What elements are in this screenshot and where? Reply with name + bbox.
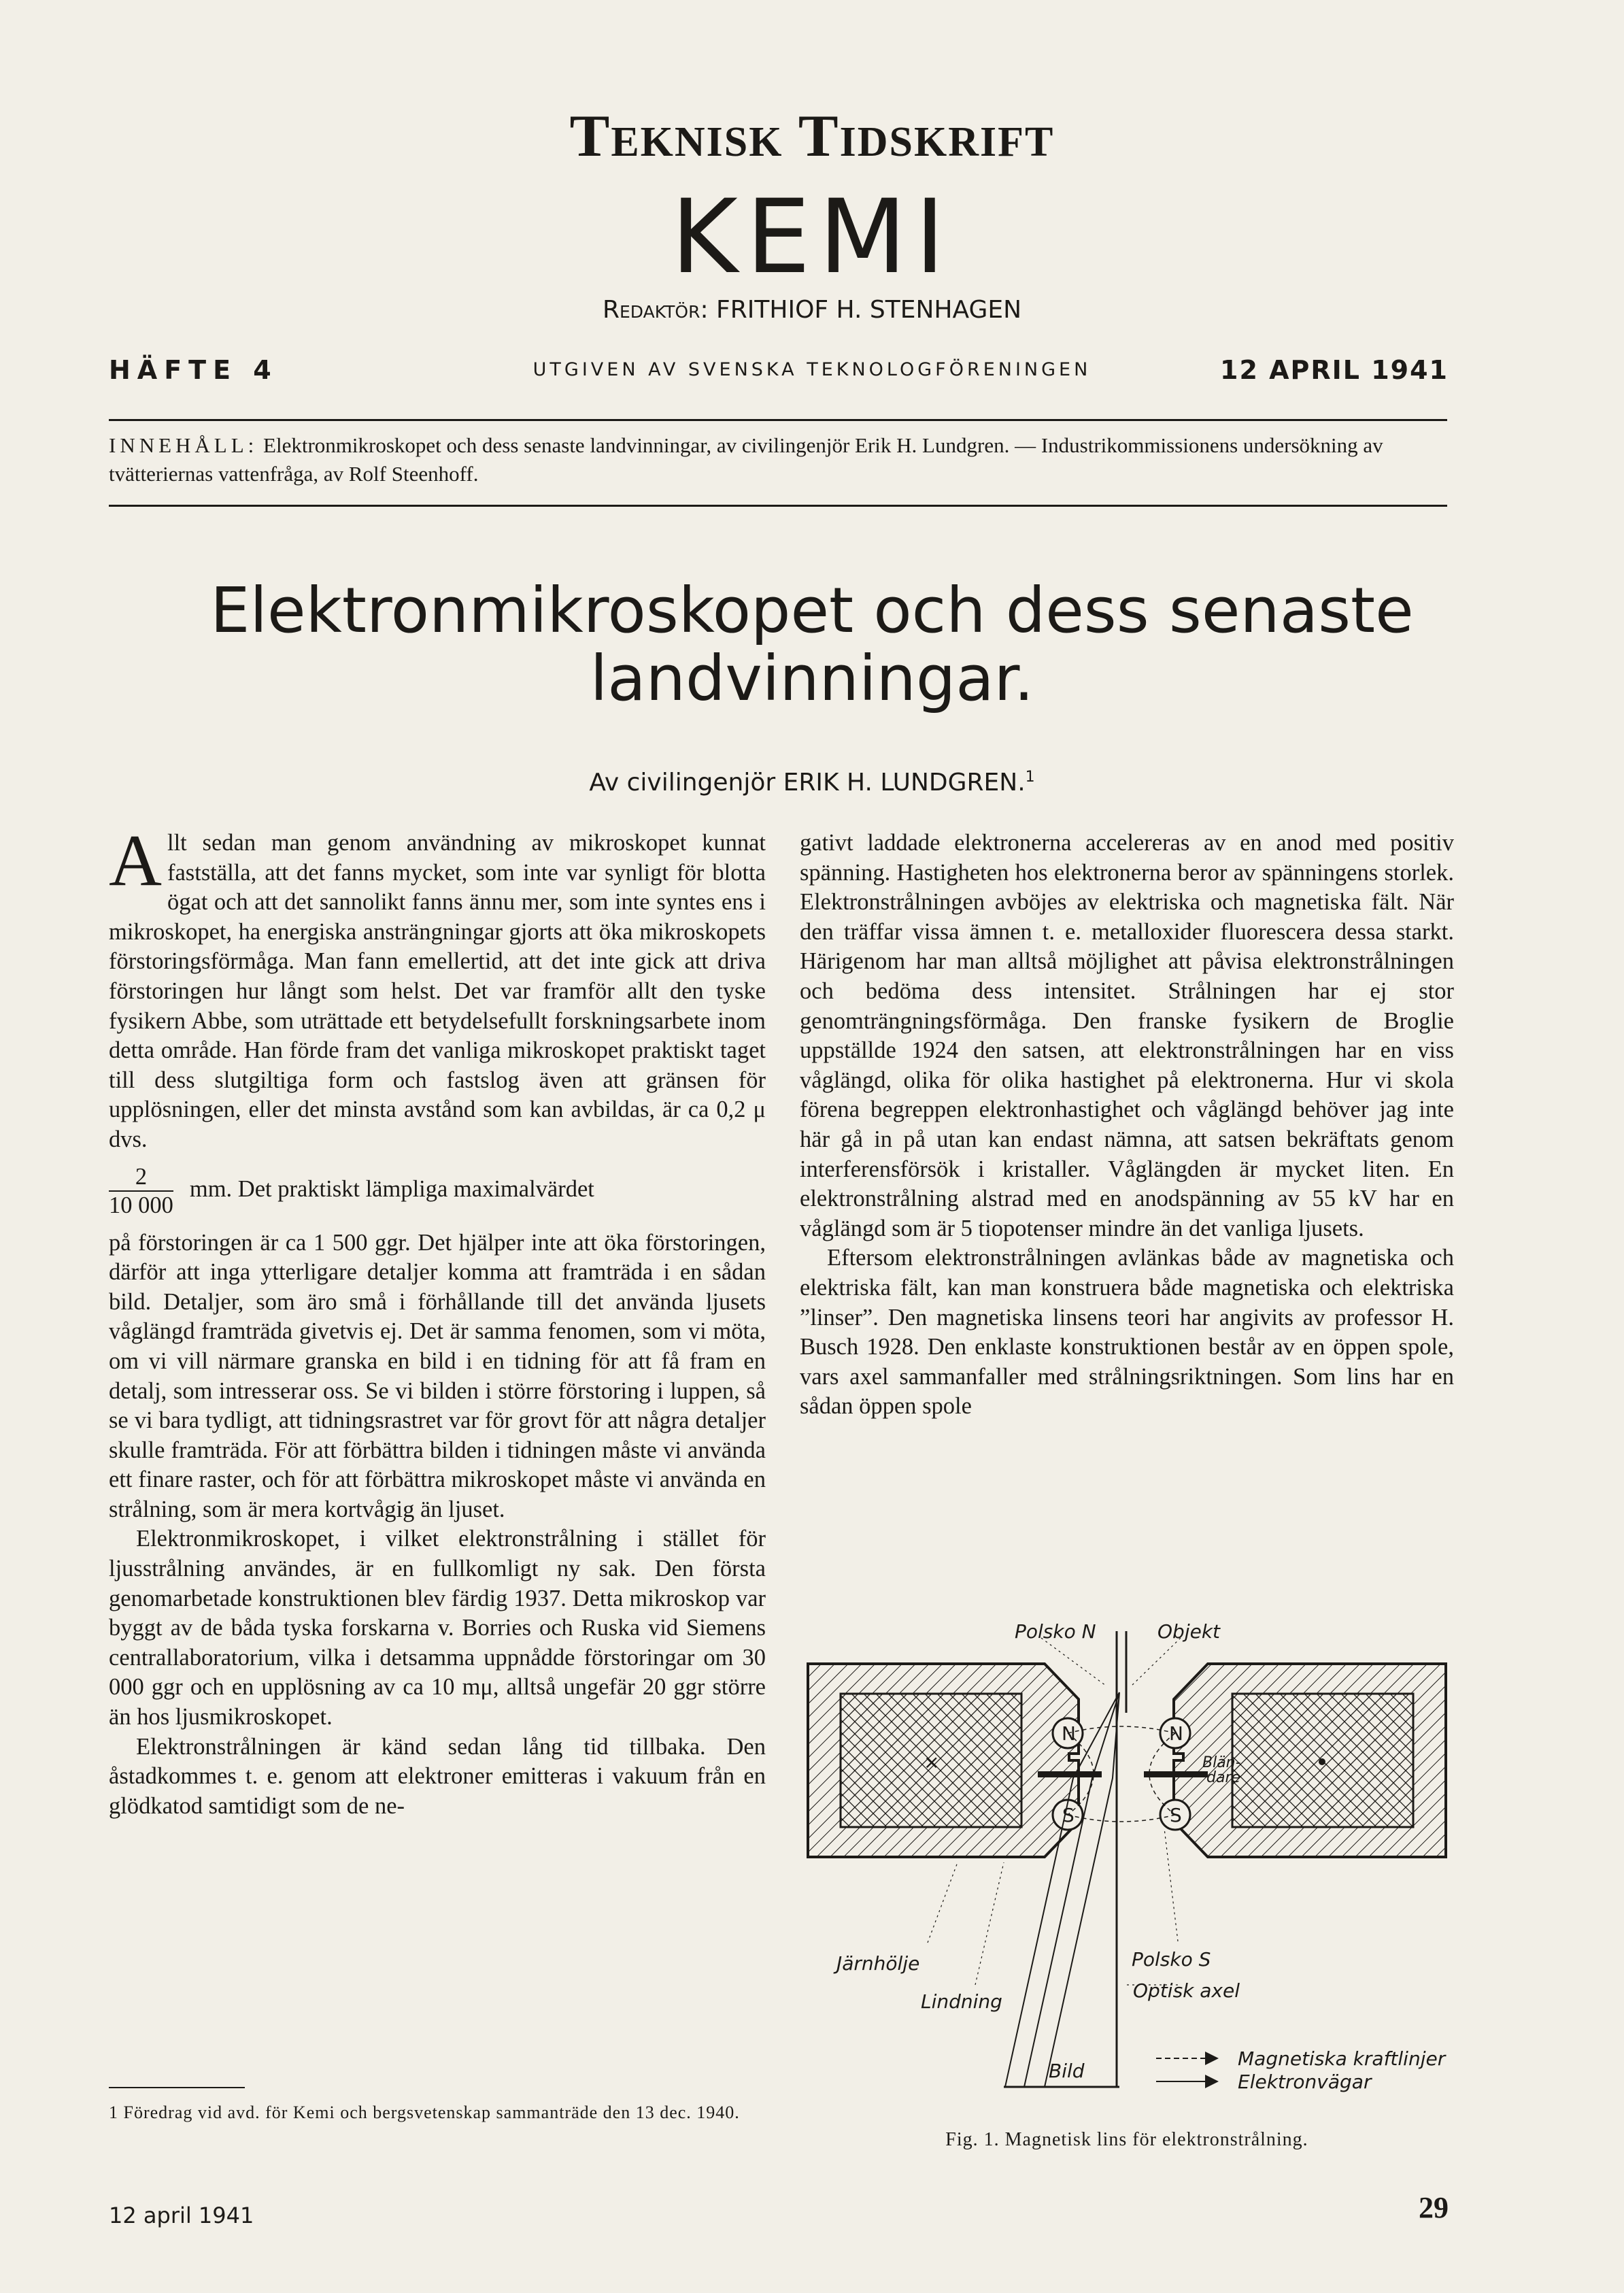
editor-name: FRITHIOF H. STENHAGEN [716, 296, 1022, 324]
label-optical-axis: Optisk axel [1133, 1979, 1240, 2002]
fraction-trailing-text: mm. Det praktiskt lämpliga maximalvärdet [189, 1175, 594, 1202]
footnote-mark: 1 [109, 2103, 118, 2122]
issue-date: 12 APRIL 1941 [1220, 355, 1449, 385]
paragraph-4: Eftersom elektronstrålningen avlänkas både av magnetiska och elektriska fält, kan man konstruera både magnetiska och elektriska ”linser”. Den magnetiska linsens teori har angivits av professor H. Busch 1928. Den enklaste konstruktionen består av en öppen spole, vars axel sammanfaller med strålningsriktningen. Som lins har en sådan öppen spole [800, 1245, 1454, 1420]
pole-n-right: N [1169, 1722, 1183, 1745]
fraction [109, 1163, 173, 1219]
current-out-mark [1319, 1758, 1325, 1765]
byline-author: ERIK H. LUNDGREN. [783, 769, 1026, 797]
fraction-denominator: 10 000 [109, 1192, 173, 1218]
drop-cap: A [109, 820, 162, 901]
label-winding: Lindning [921, 1990, 1002, 2013]
paragraph-3-continued: gativt laddade elektronerna accelereras av en anod med positiv spänning. Hastigheten hos elektronerna beror av spänningens storlek. Elektronstrålningen avböjes av elektriska och magnetiska fält. När den träffar vissa ämnen t. e. metalloxider fluorescera dessa starkt. Härigenom har man alltså möjlighet att påvisa elektronstrålningen och bedöma dess intensitet. Strålningen har ej stor genomträngningsförmåga. Den franske fysikern de Broglie uppställde 1924 den satsen, att elektronstrålningen har en viss våglängd, olika för olika hastighet på elektronerna. Hur vi skola förena begreppen elektronhastighet och våglängd behöver jag inte här gå in på utan kan endast nämna, att satsen bekräftats genom interferensförsök i kristaller. Våglängden är mycket liten. En elektronstrålning alstrad med en anodspänning av 55 kV har en våglängd som är 5 tiopotenser mindre än det vanliga ljusets. [800, 830, 1454, 1241]
pole-s-left: S [1062, 1804, 1075, 1826]
label-aperture-2: dare [1206, 1769, 1241, 1786]
footer-date: 12 april 1941 [109, 2203, 254, 2228]
section-title: KEMI [671, 178, 953, 297]
issue-label: HÄFTE 4 [109, 355, 278, 385]
byline-prefix: Av civilingenjör [589, 769, 776, 797]
label-pole-s: Polsko S [1132, 1948, 1211, 1971]
byline [0, 769, 1624, 797]
pole-s-right: S [1170, 1804, 1182, 1826]
contents-bottom-rule [109, 505, 1447, 507]
pole-n-left: N [1062, 1722, 1076, 1745]
paragraph-1-continued: på förstoringen är ca 1 500 ggr. Det hjälper inte att öka förstoringen, därför att inga ytterligare detaljer komma att framträda i en sådan bild. Detaljer, som äro små i förhållande till det använda ljusets våglängd framträda givetvis ej. Det är samma fenomen, som vi möta, om vi vill närmare granska en bild i en tidning för att få fram en detalj, som intresserar oss. Se vi bilden i större förstoring i luppen, så se vi bara tydligt, att tidningsrastret var för grovt för att några detaljer skulle framträda. För att förbättra bilden i tidningen måste vi använda ett finare raster, och för att förbättra mikroskopet måste vi använda en strålning, som är mera kortvågig än ljuset. [109, 1229, 766, 1522]
current-in-mark: × [924, 1751, 940, 1773]
contents-text: Elektronmikroskopet och dess senaste landvinningar, av civilingenjör Erik H. Lundgren. — Industrikommissionens undersökning av tvätteriernas vattenfråga, av Rolf Steenhoff. [109, 433, 1383, 486]
publisher-line: UTGIVEN AV SVENSKA TEKNOLOGFÖRENINGEN [532, 359, 1092, 380]
paragraph-3: Elektronstrålningen är känd sedan lång tid tillbaka. Den åstadkommes t. e. genom att elektroner emitteras i vakuum från en glödkatod samtidigt som de ne- [109, 1733, 766, 1819]
page-number: 29 [1419, 2191, 1449, 2224]
legend-magnetic: Magnetiska kraftlinjer [1238, 2047, 1446, 2070]
figure-caption: Fig. 1. Magnetisk lins för elektronstrålning. [945, 2129, 1308, 2150]
footnote [109, 2099, 766, 2126]
label-pole-n: Polsko N [1015, 1620, 1096, 1643]
byline-footnote-mark: 1 [1025, 769, 1035, 786]
label-image: Bild [1049, 2060, 1085, 2082]
right-column [800, 829, 1454, 1422]
aperture-right [1144, 1771, 1208, 1777]
label-yoke: Järnhölje [836, 1952, 920, 1975]
contents-top-rule [109, 419, 1447, 421]
paragraph-1-text: llt sedan man genom användning av mikroskopet kunnat fastställa, att det fanns mycket, som inte var synligt för blotta ögat och att det sannolikt fanns ännu mer, som inte syntes ens i mikroskopet, ha energiska ansträngningar gjorts att öka mikroskopets förstoringsförmåga. Man fann emellertid, att det inte gick att driva förstoringen hur långt som helst. Det var framför allt den tyske fysikern Abbe, som uträttade ett betydelsefullt forskningsarbete inom detta område. Han förde fram det vanliga mikroskopet praktiskt taget till dess slutgiltiga form och fastslog även att gränsen för upplösningen, eller det minsta avstånd som kan avbildas, är ca 0,2 μ dvs. [109, 830, 766, 1152]
legend-electron: Elektronvägar [1238, 2071, 1372, 2093]
fraction-formula [109, 1163, 766, 1219]
label-object: Objekt [1157, 1620, 1221, 1643]
footnote-text: Föredrag vid avd. för Kemi och bergsvetenskap sammanträde den 13 dec. 1940. [123, 2103, 740, 2122]
editor-label: Redaktör: [602, 296, 709, 324]
magnetic-lens-figure [800, 1618, 1454, 2107]
contents-box [109, 431, 1447, 488]
label-aperture-1: Blän- [1202, 1754, 1241, 1771]
journal-title: Teknisk Tidskrift [569, 103, 1055, 169]
contents-label: INNEHÅLL: [109, 433, 258, 457]
editor-line [0, 296, 1624, 324]
paragraph-2: Elektronmikroskopet, i vilket elektronstrålning i stället för ljusstrålning användes, är en fullkomligt ny sak. Den första genomarbetade konstruktionen blev färdig 1937. Detta mikroskop var byggt av de båda tyska forskarna v. Borries och Ruska vid Siemens centrallaboratorium, vilka i detsamma uppnådde förstoringar om 30 000 ggr och en upplösning av ca 10 mμ, alltså ungefär 20 ggr större än hos ljusmikroskopet. [109, 1526, 766, 1730]
footnote-rule [109, 2087, 245, 2088]
paragraph-1 [109, 820, 766, 1155]
left-column [109, 820, 766, 1821]
article-title: Elektronmikroskopet och dess senaste landvinningar. [210, 574, 1414, 715]
fraction-numerator: 2 [109, 1163, 173, 1192]
